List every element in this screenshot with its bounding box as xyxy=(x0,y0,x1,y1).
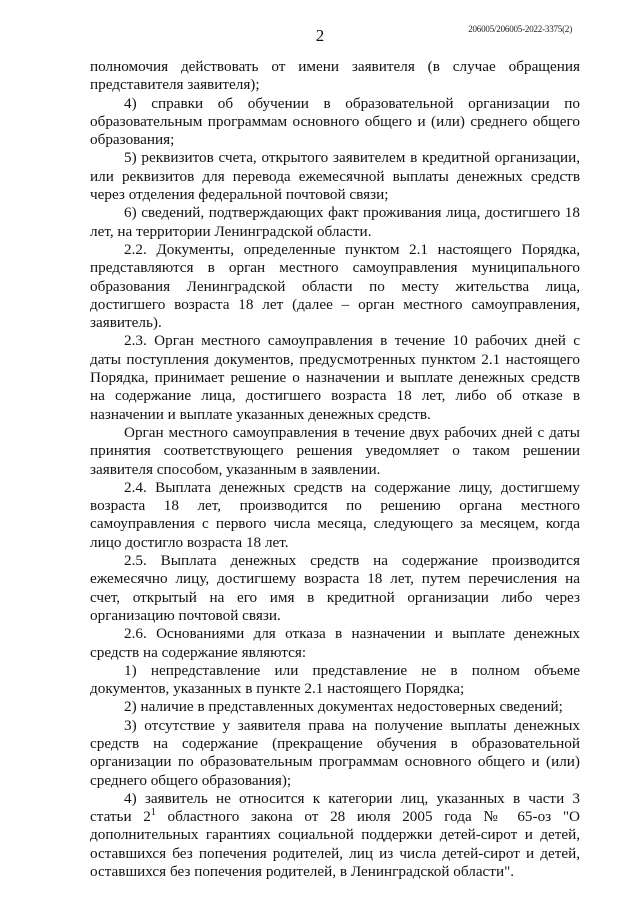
paragraph: 1) непредставление или представление не в полном объеме документов, указанных в пункте 2.1 настоящего Порядка; xyxy=(90,661,580,698)
paragraph: 4) справки об обучении в образовательной организации по образовательным программам основного общего и (или) среднего общего образования; xyxy=(90,94,580,149)
paragraph-last xyxy=(90,790,580,881)
paragraph: 2.5. Выплата денежных средств на содержание производится ежемесячно лицу, достигшему возраста 18 лет, путем перечисления на счет, открытый на его имя в кредитной организации либо через организацию почтовой связи. xyxy=(90,552,580,624)
paragraph: Орган местного самоуправления в течение двух рабочих дней с даты принятия соответствующего решения уведомляет о таком решении заявителя способом, указанным в заявлении. xyxy=(90,423,580,478)
paragraph: 5) реквизитов счета, открытого заявителем в кредитной организации, или реквизитов для перевода ежемесячной выплаты денежных средств через отделения федеральной почтовой связи; xyxy=(90,149,580,204)
paragraph: 2.3. Орган местного самоуправления в течение 10 рабочих дней с даты поступления документов, предусмотренных пунктом 2.1 настоящего Порядка, принимает решение о назначении и выплате денежных средств на содержание лица, достигшего возраста 18 лет, либо об отказе в назначении и выплате указанных денежных средств. xyxy=(90,332,580,423)
paragraph: 2.4. Выплата денежных средств на содержание лицу, достигшему возраста 18 лет, производится по решению органа местного самоуправления с первого числа месяца, следующего за месяцем, когда лицо достигло возраста 18 лет. xyxy=(90,478,580,551)
paragraph: 3) отсутствие у заявителя права на получение выплаты денежных средств на содержание (прекращение обучения в образовательной организации по образовательным программам основного общего и (или) среднего общего образования); xyxy=(90,716,580,789)
paragraph: полномочия действовать от имени заявителя (в случае обращения представителя заявителя); xyxy=(90,58,580,94)
document-body xyxy=(90,58,580,881)
paragraph: 2.6. Основаниями для отказа в назначении и выплате денежных средств на содержание являются: xyxy=(90,625,580,661)
paragraph: 6) сведений, подтверждающих факт проживания лица, достигшего 18 лет, на территории Ленинградской области. xyxy=(90,204,580,240)
page-number: 2 xyxy=(315,26,325,45)
paragraph-text-after-sup: областного закона от 28 июля 2005 года № 65-оз "О дополнительных гарантиях социальной поддержки детей-сирот и детей, оставшихся без попечения родителей, лиц из числа детей-сирот и детей, оставшихся без попечения родителей, в Ленинградской области". xyxy=(90,808,580,881)
paragraph: 2) наличие в представленных документах недостоверных сведений; xyxy=(124,698,563,716)
registration-number: 206005/206005-2022-3375(2) xyxy=(468,24,572,34)
superscript: 1 xyxy=(150,807,156,819)
paragraph-text-before-sup: 4) заявитель не относится к категории лиц, указанных в части 3 статьи 2 xyxy=(90,789,580,826)
paragraph: 2.2. Документы, определенные пунктом 2.1 настоящего Порядка, представляются в орган местного самоуправления муниципального образования Ленинградской области по месту жительства лица, достигшего возраста 18 лет (далее – орган местного самоуправления, заявитель). xyxy=(90,240,580,332)
